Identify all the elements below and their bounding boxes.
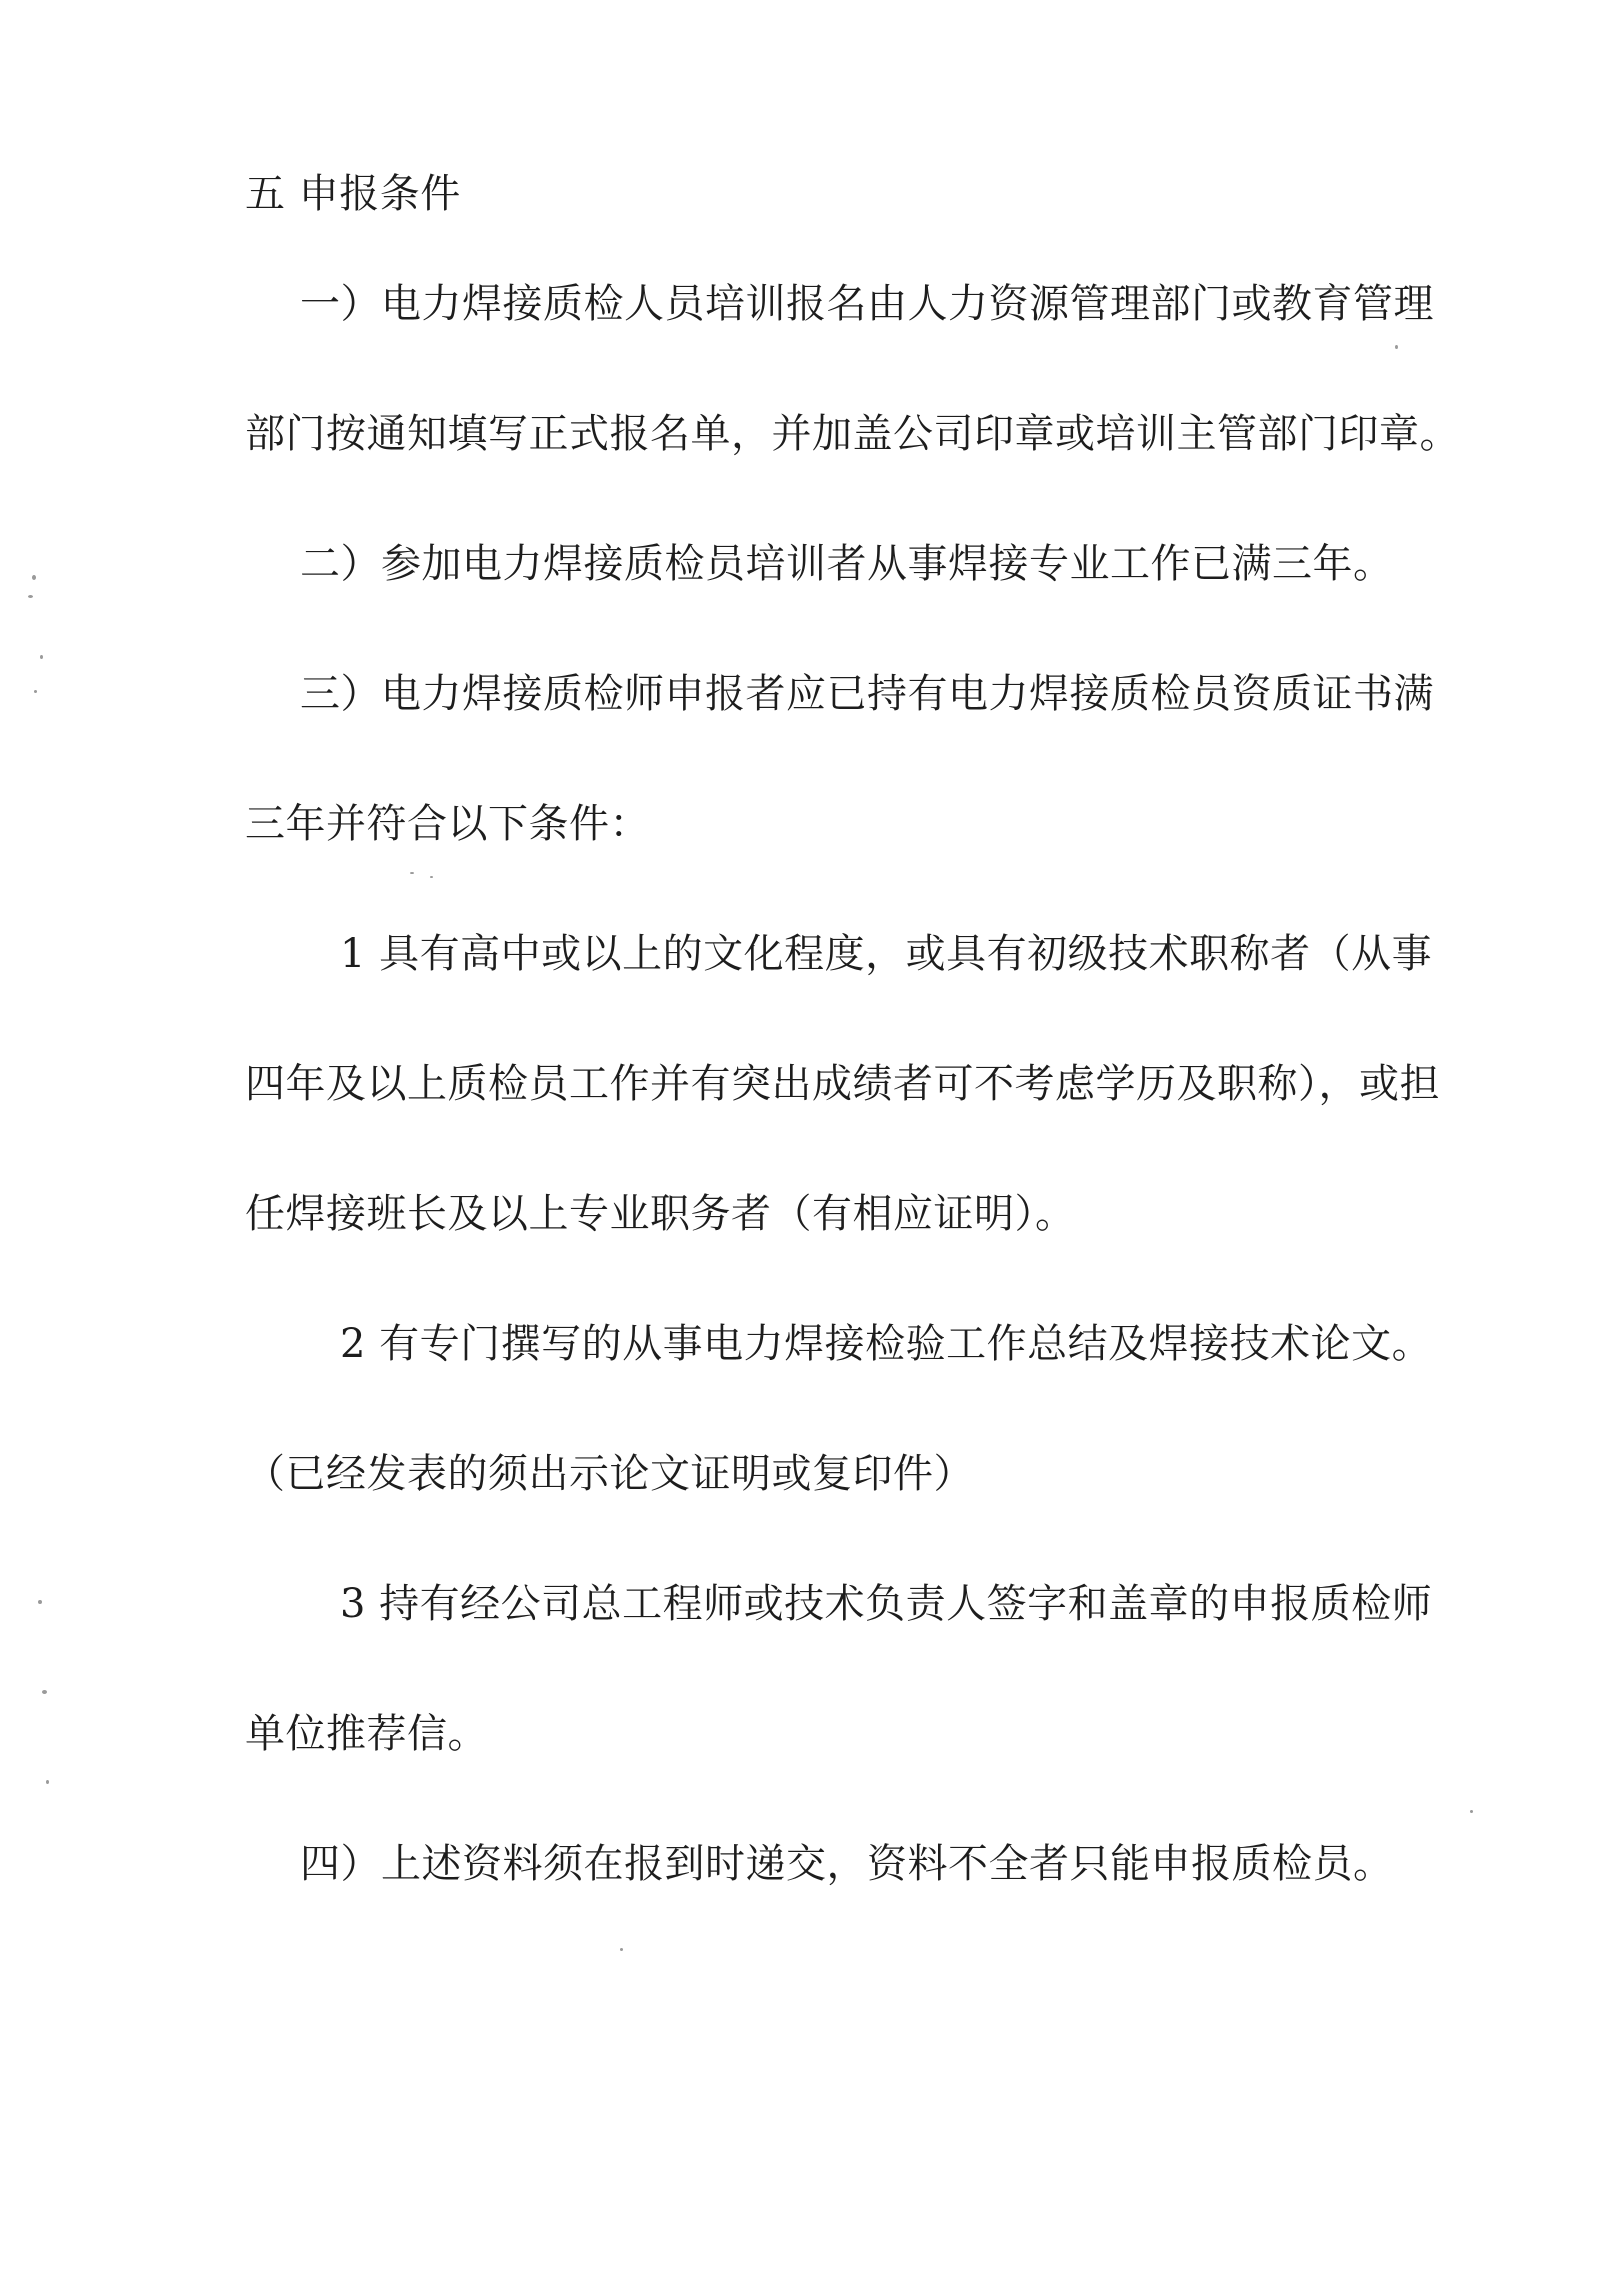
sub-3-line-2: 单位推荐信。 [245, 1711, 488, 1757]
scan-speck [1470, 1810, 1473, 1813]
scan-speck [42, 1690, 47, 1694]
scan-speck [28, 595, 33, 598]
scan-speck [46, 1780, 49, 1784]
sub-1-line-3: 任焊接班长及以上专业职务者（有相应证明）。 [245, 1191, 1076, 1237]
scan-speck [32, 575, 36, 580]
sub-3-line-1: 3 持有经公司总工程师或技术负责人签字和盖章的申报质检师 [340, 1581, 1433, 1627]
item-4-line-1: 四）上述资料须在报到时递交，资料不全者只能申报质检员。 [300, 1841, 1394, 1887]
item-3-line-2: 三年并符合以下条件： [245, 801, 650, 847]
scan-speck [34, 690, 37, 693]
scan-speck [1395, 345, 1398, 349]
item-2-line-1: 二）参加电力焊接质检员培训者从事焊接专业工作已满三年。 [300, 541, 1394, 587]
item-1-line-2: 部门按通知填写正式报名单，并加盖公司印章或培训主管部门印章。 [245, 411, 1460, 457]
scan-speck [38, 1600, 42, 1604]
scan-speck [410, 872, 414, 874]
sub-2-line-1: 2 有专门撰写的从事电力焊接检验工作总结及焊接技术论文。 [340, 1321, 1433, 1367]
sub-1-line-2: 四年及以上质检员工作并有突出成绩者可不考虑学历及职称），或担 [245, 1061, 1440, 1107]
section-title: 五 申报条件 [245, 171, 461, 217]
item-3-line-1: 三）电力焊接质检师申报者应已持有电力焊接质检员资质证书满 [300, 671, 1434, 717]
sub-2-line-2: （已经发表的须出示论文证明或复印件） [245, 1451, 974, 1497]
item-1-line-1: 一）电力焊接质检人员培训报名由人力资源管理部门或教育管理 [300, 281, 1434, 327]
scan-speck [40, 655, 43, 659]
sub-1-line-1: 1 具有高中或以上的文化程度，或具有初级技术职称者（从事 [340, 931, 1433, 977]
scan-speck [620, 1948, 623, 1951]
scan-speck [430, 876, 433, 878]
